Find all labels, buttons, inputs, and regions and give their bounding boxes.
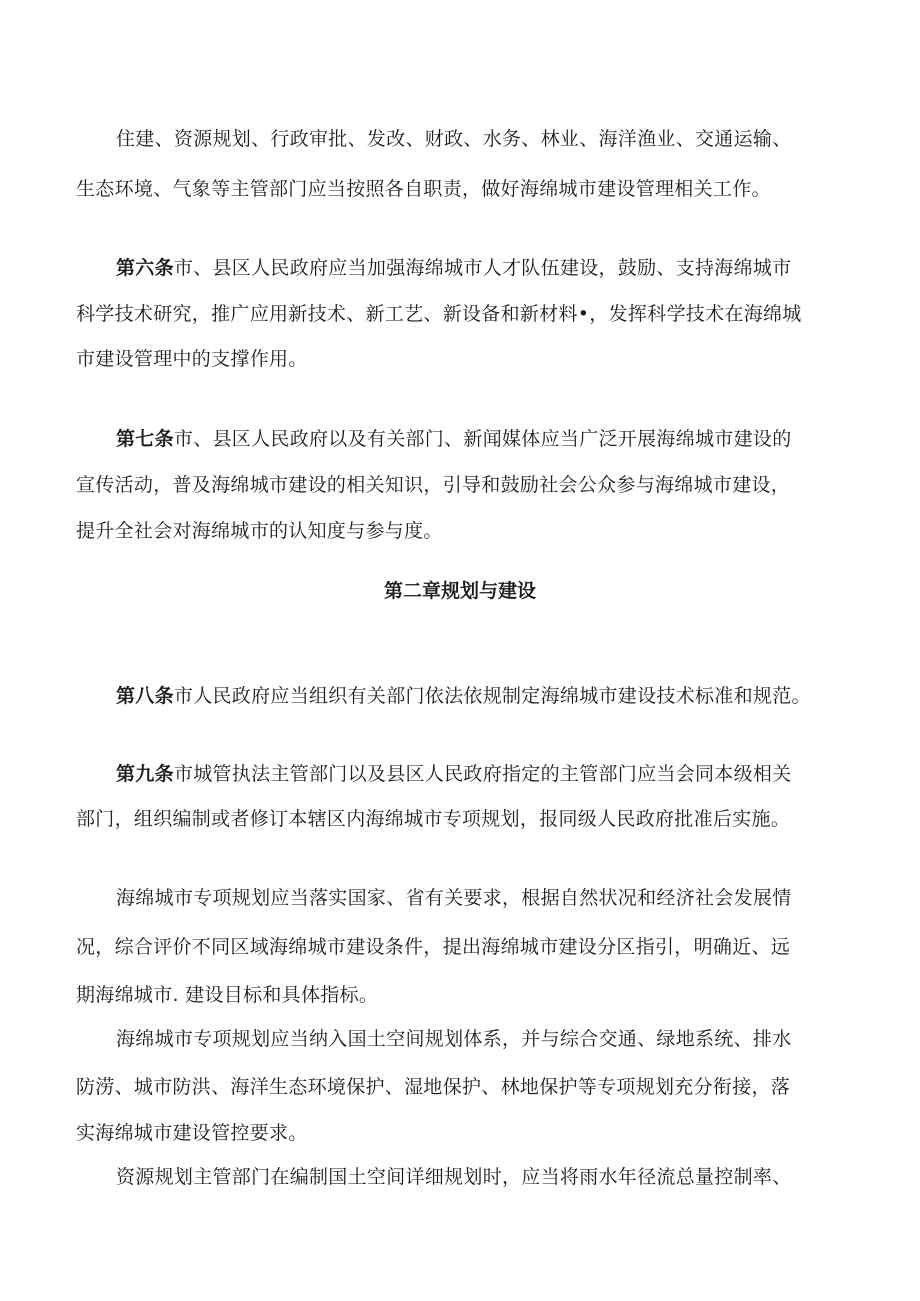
paragraph-line: 期海绵城市. 建设目标和具体指标。 <box>76 984 379 1006</box>
paragraph-line: 海绵城市专项规划应当纳入国土空间规划体系，并与综合交通、绿地系统、排水 <box>116 1028 792 1050</box>
article-9-label: 第九条 <box>116 763 174 785</box>
paragraph-line: 资源规划主管部门在编制国土空间详细规划时，应当将雨水年径流总量控制率、 <box>116 1166 792 1188</box>
article-8-label: 第八条 <box>116 685 174 707</box>
article-6-text: 市、县区人民政府应当加强海绵城市人才队伍建设，鼓励、支持海绵城市 <box>173 257 792 279</box>
article-6-first-line <box>116 256 844 280</box>
article-8-first-line <box>116 684 844 708</box>
article-9-first-line <box>116 762 844 786</box>
paragraph-line: 市建设管理中的支撑作用。 <box>76 348 308 370</box>
article-6-label: 第六条 <box>116 257 174 279</box>
chapter-heading: 第二章规划与建设 <box>383 580 536 602</box>
article-7-first-line <box>116 427 844 451</box>
article-7-label: 第七条 <box>116 428 174 450</box>
paragraph-line: 部门，组织编制或者修订本辖区内海绵城市专项规划，报同级人民政府批准后实施。 <box>76 808 791 830</box>
paragraph-line: 生态环境、气象等主管部门应当按照各自职责，做好海绵城市建设管理相关工作。 <box>76 178 771 200</box>
article-9-text: 市城管执法主管部门以及县区人民政府指定的主管部门应当会同本级相关 <box>173 763 792 785</box>
paragraph-line: 宣传活动，普及海绵城市建设的相关知识，引导和鼓励社会公众参与海绵城市建设， <box>76 474 791 496</box>
paragraph-line: 科学技术研究，推广应用新技术、新工艺、新设备和新材料•，发挥科学技术在海绵城 <box>76 303 802 325</box>
article-7-text: 市、县区人民政府以及有关部门、新闻媒体应当广泛开展海绵城市建设的 <box>173 428 792 450</box>
article-8-text: 市人民政府应当组织有关部门依法依规制定海绵城市建设技术标准和规范。 <box>173 685 811 707</box>
paragraph-line: 实海绵城市建设管控要求。 <box>76 1122 308 1144</box>
paragraph-line: 海绵城市专项规划应当落实国家、省有关要求，根据自然状况和经济社会发展情 <box>116 887 792 909</box>
paragraph-line: 提升全社会对海绵城市的认知度与参与度。 <box>76 520 443 542</box>
paragraph-line: 况，综合评价不同区域海绵城市建设条件，提出海绵城市建设分区指引，明确近、远 <box>76 936 791 958</box>
paragraph-line: 防涝、城市防洪、海洋生态环境保护、湿地保护、林地保护等专项规划充分衔接，落 <box>76 1076 791 1098</box>
paragraph-line: 住建、资源规划、行政审批、发改、财政、水务、林业、海洋渔业、交通运输、 <box>116 128 792 150</box>
